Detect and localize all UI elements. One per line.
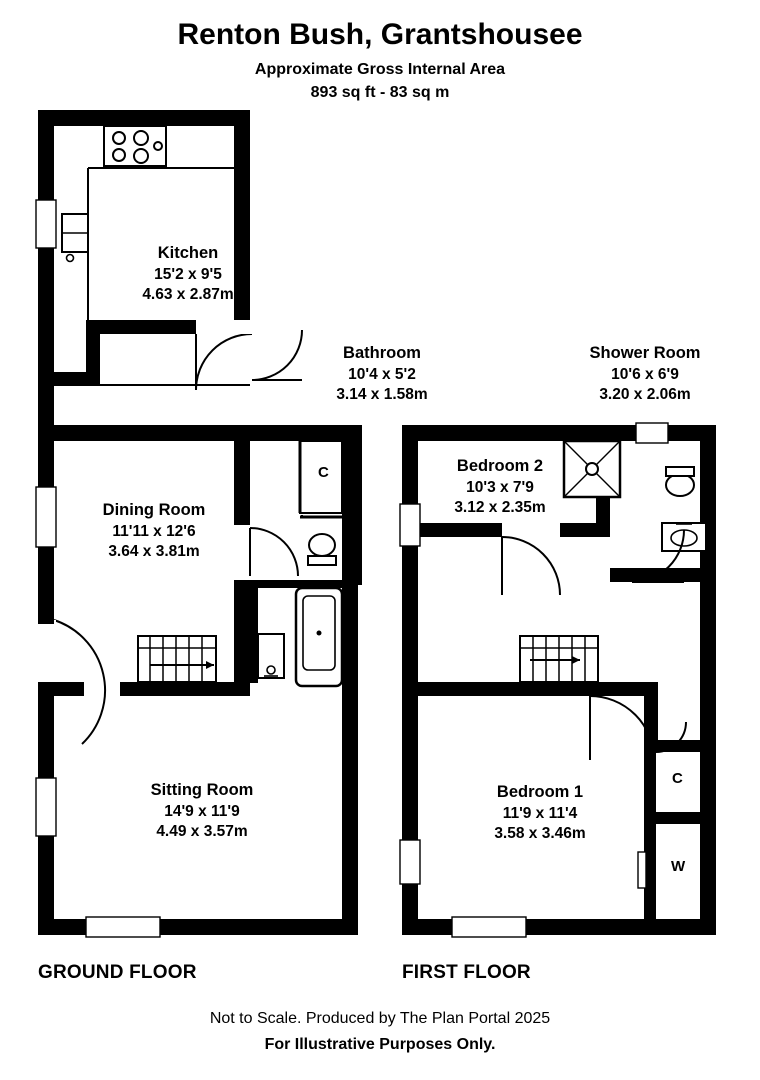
ground-floor-label: GROUND FLOOR	[38, 962, 197, 983]
room-name: Shower Room	[589, 344, 701, 362]
room-dim-metric: 3.14 x 1.58m	[336, 386, 428, 404]
toilet-fixture-ground	[308, 534, 336, 565]
area-label: Approximate Gross Internal Area	[254, 61, 506, 78]
room-label-shower-room	[560, 343, 730, 406]
room-name: Dining Room	[102, 501, 206, 519]
page-title: Renton Bush, Grantshousee	[177, 18, 583, 51]
room-dim-metric: 4.49 x 3.57m	[156, 823, 248, 841]
door-bathroom	[250, 528, 298, 576]
room-label-kitchen	[108, 243, 268, 306]
room-dim-metric: 4.63 x 2.87m	[142, 286, 234, 304]
room-name: Kitchen	[157, 244, 219, 262]
sink-fixture	[62, 214, 88, 262]
stairs-first	[520, 636, 598, 682]
door-bedroom-2	[502, 537, 560, 595]
first-floor-label: FIRST FLOOR	[402, 962, 531, 983]
room-name: Bedroom 1	[496, 783, 584, 801]
basin-fixture-ground	[258, 634, 284, 678]
room-label-bedroom-2	[410, 456, 590, 519]
bath-fixture	[296, 588, 342, 686]
cupboard-first-label: C	[672, 770, 683, 787]
room-name: Bathroom	[343, 344, 421, 362]
room-label-sitting-room	[112, 780, 292, 843]
hob-fixture	[104, 126, 166, 166]
room-label-dining-room	[64, 500, 244, 563]
door-hall-upper	[252, 330, 302, 380]
room-dim-imperial: 14'9 x 11'9	[164, 802, 240, 820]
room-dim-metric: 3.20 x 2.06m	[599, 386, 691, 404]
stairs-ground	[138, 636, 216, 682]
room-dim-imperial: 11'11 x 12'6	[112, 522, 196, 540]
room-label-bedroom-1	[450, 782, 630, 845]
wardrobe-first-label: W	[671, 858, 686, 875]
room-label-bathroom	[302, 343, 462, 406]
illustrative-text: For Illustrative Purposes Only.	[264, 1036, 496, 1053]
room-name: Bedroom 2	[456, 457, 544, 475]
room-dim-imperial: 11'9 x 11'4	[502, 804, 578, 822]
door-kitchen	[196, 334, 252, 390]
room-name: Sitting Room	[150, 781, 254, 799]
room-dim-imperial: 10'6 x 6'9	[611, 365, 679, 383]
room-dim-imperial: 15'2 x 9'5	[154, 265, 222, 283]
room-dim-imperial: 10'3 x 7'9	[466, 478, 534, 496]
area-value: 893 sq ft - 83 sq m	[310, 84, 450, 101]
disclaimer-text: Not to Scale. Produced by The Plan Portal 2025	[209, 1010, 551, 1027]
room-dim-metric: 3.64 x 3.81m	[108, 543, 200, 561]
room-dim-imperial: 10'4 x 5'2	[348, 365, 416, 383]
cupboard-ground-label: C	[318, 464, 329, 481]
room-dim-metric: 3.58 x 3.46m	[494, 825, 586, 843]
room-dim-metric: 3.12 x 2.35m	[454, 499, 546, 517]
toilet-fixture-first	[666, 467, 694, 496]
